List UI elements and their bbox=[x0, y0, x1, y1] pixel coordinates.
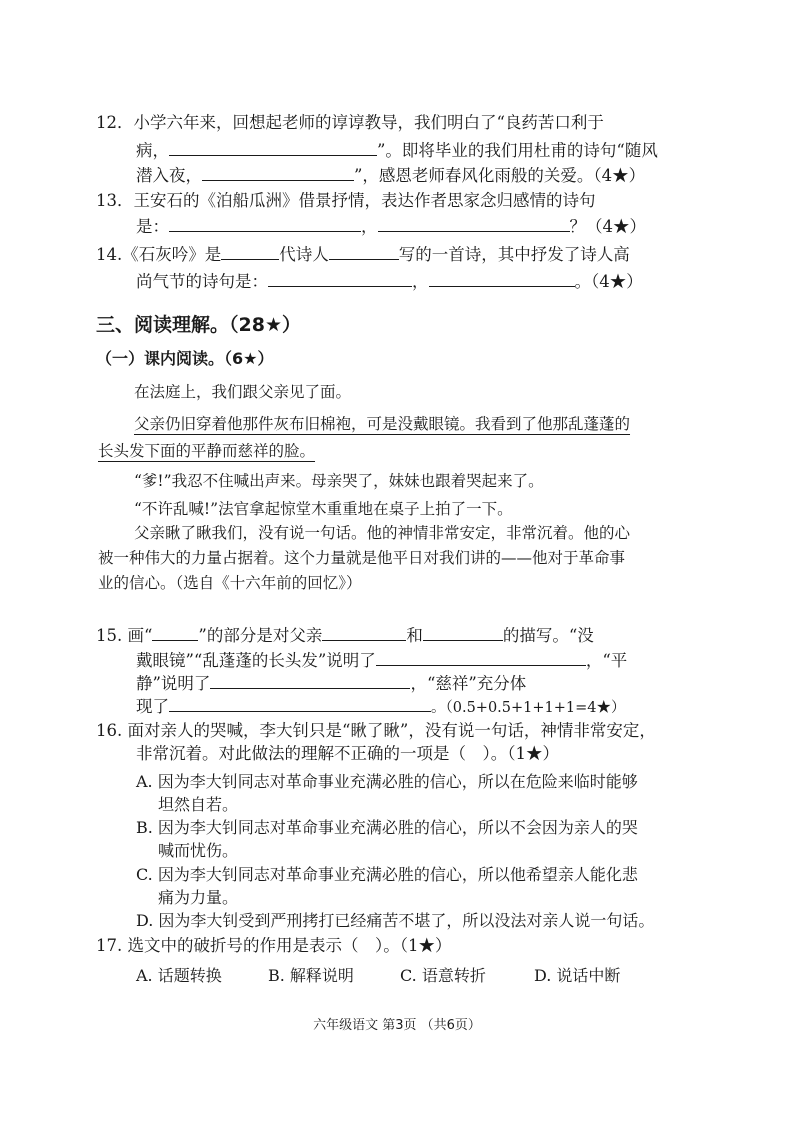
q15-blank-4[interactable] bbox=[210, 673, 410, 689]
q16-line2: 非常沉着。对此做法的理解不正确的一项是（ ）。（1★） bbox=[136, 744, 559, 763]
passage-p5-line1: 父亲瞅了瞅我们，没有说一句话。他的神情非常安定，非常沉着。他的心 bbox=[134, 524, 631, 542]
q15-line2-text-a: 戴眼镜”“乱蓬蓬的长头发”说明了 bbox=[136, 651, 376, 670]
q16-option-b-line2: 喊而忧伤。 bbox=[158, 841, 239, 860]
q15-line3-text-a: 静”说明了 bbox=[136, 674, 211, 693]
q17-line1: 17. 选文中的破折号的作用是表示（ ）。（1★） bbox=[96, 936, 452, 955]
q14-line2-text-a: 尚气节的诗句是： bbox=[136, 272, 268, 291]
q15-line3-text-b: ，“慈祥”充分体 bbox=[410, 674, 527, 693]
q16-option-d[interactable]: D. 因为李大钊受到严刑拷打已经痛苦不堪了，所以没法对亲人说一句话。 bbox=[136, 911, 655, 930]
q13-line1: 13．王安石的《泊船瓜洲》借景抒情，表达作者思家念归感情的诗句 bbox=[96, 191, 596, 210]
q12-line2 bbox=[136, 140, 658, 162]
q14-line1 bbox=[96, 244, 630, 266]
q13-line2-text-c: ？（4★） bbox=[569, 217, 646, 236]
q14-line1-text-b: 代诗人 bbox=[279, 245, 329, 264]
q15-blank-5[interactable] bbox=[169, 696, 431, 712]
passage-p2-line1: 父亲仍旧穿着他那件灰布旧棉袍，可是没戴眼镜。我看到了他那乱蓬蓬的 bbox=[134, 415, 631, 433]
q16-option-b-line1[interactable]: B. 因为李大钊同志对革命事业充满必胜的信心，所以不会因为亲人的哭 bbox=[136, 818, 638, 837]
q14-line1-text-a: 14.《石灰吟》是 bbox=[96, 245, 222, 264]
q12-blank-2[interactable] bbox=[202, 165, 354, 181]
q13-blank-2[interactable] bbox=[378, 216, 570, 232]
q17-option-d[interactable]: D. 说话中断 bbox=[534, 966, 621, 985]
q15-line3 bbox=[136, 673, 526, 695]
q15-blank-2[interactable] bbox=[423, 625, 503, 641]
q15-line1-text-b: ”的部分是对父亲 bbox=[198, 626, 323, 645]
q16-option-a-line2: 坦然自若。 bbox=[158, 795, 239, 814]
q15-line2-text-b: ，“平 bbox=[585, 651, 628, 670]
q13-blank-1[interactable] bbox=[169, 216, 361, 232]
q13-line2-text-b: ， bbox=[361, 217, 378, 236]
q16-option-a-line1[interactable]: A. 因为李大钊同志对革命事业充满必胜的信心，所以在危险来临时能够 bbox=[136, 772, 638, 791]
q12-line3 bbox=[136, 165, 645, 187]
q14-line1-text-c: 写的一首诗，其中抒发了诗人高 bbox=[398, 245, 630, 264]
q15-line4 bbox=[136, 696, 626, 719]
q13-line2-text-a: 是： bbox=[136, 217, 169, 236]
q15-blank-1[interactable] bbox=[322, 625, 406, 641]
q15-line2 bbox=[136, 650, 627, 672]
q15-line4-text-b: 。（0.5+0.5+1+1+1=4★） bbox=[431, 700, 626, 716]
q14-blank-dynasty[interactable] bbox=[221, 244, 279, 260]
q15-line1-text-a: 15. 画“ bbox=[96, 626, 153, 645]
q16-line1: 16. 面对亲人的哭喊，李大钊只是“瞅了瞅”，没有说一句话，神情非常安定， bbox=[96, 721, 656, 740]
passage-p4: “不许乱喊!”法官拿起惊堂木重重地在桌子上拍了一下。 bbox=[134, 500, 513, 518]
q16-option-c-line2: 痛为力量。 bbox=[158, 888, 239, 907]
q17-option-a[interactable]: A. 话题转换 bbox=[136, 966, 222, 985]
q12-line2-text-b: ”。即将毕业的我们用杜甫的诗句“随风 bbox=[377, 141, 658, 160]
section-3-title: 三、阅读理解。（28★） bbox=[96, 314, 301, 336]
passage-p2-line2: 长头发下面的平静而慈祥的脸。 bbox=[98, 442, 316, 460]
q12-blank-1[interactable] bbox=[169, 140, 377, 156]
passage-p1: 在法庭上，我们跟父亲见了面。 bbox=[134, 383, 352, 401]
q15-blank-3[interactable] bbox=[376, 650, 586, 666]
q17-option-c[interactable]: C. 语意转折 bbox=[400, 966, 486, 985]
q15-line1 bbox=[96, 625, 594, 647]
passage-p5-line3: 业的信心。（选自《十六年前的回忆》） bbox=[98, 574, 362, 592]
passage-p3: “爹!”我忍不住喊出声来。母亲哭了，妹妹也跟着哭起来了。 bbox=[134, 472, 544, 490]
q14-blank-1[interactable] bbox=[268, 271, 412, 287]
q13-line2 bbox=[136, 216, 646, 238]
q12-line2-text-a: 病， bbox=[136, 141, 169, 160]
passage-p5-line2: 被一种伟大的力量占据着。这个力量就是他平日对我们讲的——他对于革命事 bbox=[98, 549, 626, 567]
q14-line2-text-b: ， bbox=[412, 272, 429, 291]
page-footer: 六年级语文 第3页 （共6页） bbox=[313, 1018, 481, 1033]
q14-blank-poet[interactable] bbox=[329, 244, 399, 260]
q12-line3-text-b: ”，感恩老师春风化雨般的关爱。（4★） bbox=[354, 166, 646, 185]
q14-blank-2[interactable] bbox=[429, 271, 575, 287]
q15-line4-text-a: 现了 bbox=[136, 697, 169, 716]
q15-line1-text-c: 和 bbox=[406, 626, 423, 645]
q14-line2 bbox=[136, 271, 643, 293]
q17-option-b[interactable]: B. 解释说明 bbox=[268, 966, 354, 985]
q14-line2-text-c: 。（4★） bbox=[574, 272, 643, 291]
q12-line1: 12．小学六年来，回想起老师的谆谆教导，我们明白了“良药苦口利于 bbox=[96, 113, 604, 132]
q15-line1-text-d: 的描写。“没 bbox=[502, 626, 594, 645]
q15-underline-mark bbox=[152, 625, 198, 641]
q16-option-c-line1[interactable]: C. 因为李大钊同志对革命事业充满必胜的信心，所以他希望亲人能化悲 bbox=[136, 865, 638, 884]
part-1-title: （一）课内阅读。（6★） bbox=[96, 349, 274, 368]
q12-line3-text-a: 潜入夜， bbox=[136, 166, 202, 185]
